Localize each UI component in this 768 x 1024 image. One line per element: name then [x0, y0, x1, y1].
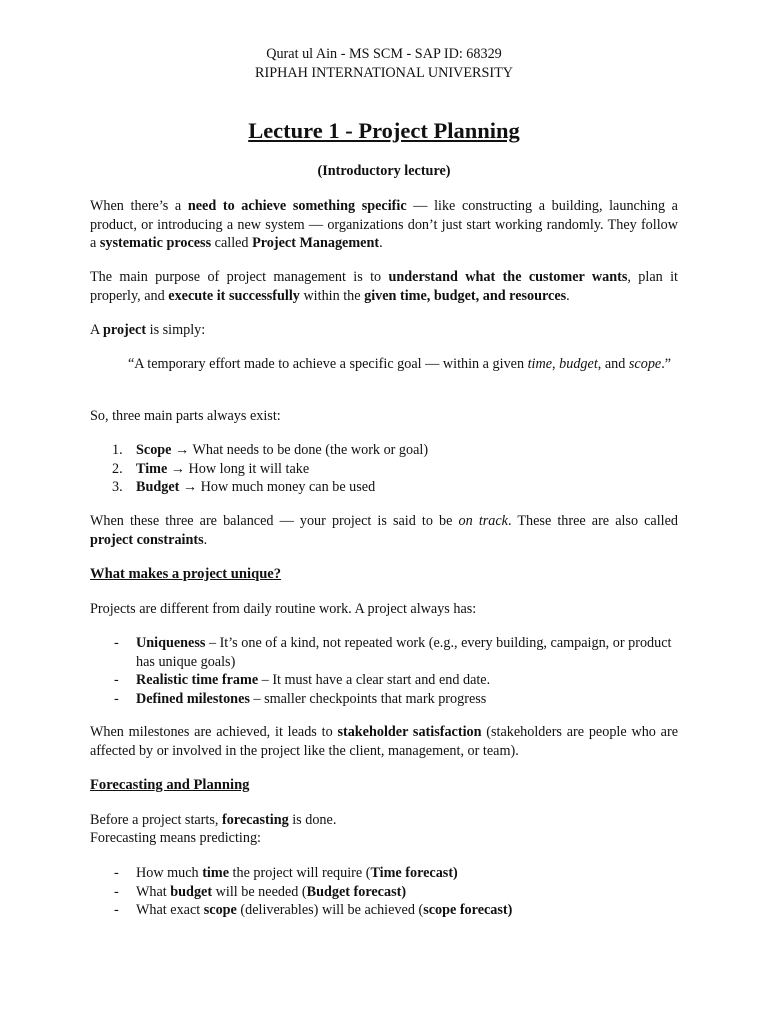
three-parts-lead: So, three main parts always exist:	[90, 408, 281, 424]
list-dash: -	[114, 690, 119, 707]
list-number: 3.	[112, 479, 123, 495]
bold-run: forecasting	[221, 812, 289, 828]
list-number: 2.	[112, 460, 123, 477]
unique-intro: Projects are different from daily routine work. A project always has:	[90, 601, 477, 617]
text-run: . These three are also called	[507, 513, 679, 529]
bold-run: given time, budget, and resources	[364, 287, 567, 304]
list-item	[90, 901, 676, 920]
bold-run: project constraints	[90, 531, 204, 548]
section-heading-forecasting: Forecasting and Planning	[90, 777, 250, 793]
text-run: When milestones are achieved, it leads to	[90, 724, 338, 740]
list-item	[90, 690, 676, 709]
list-item	[90, 634, 676, 671]
text-run: When these three are balanced — your project is said to be	[90, 513, 459, 529]
list-item	[90, 671, 676, 690]
text-run: will be needed (	[212, 883, 307, 900]
bold-run: Time forecast)	[370, 865, 458, 881]
text-run: The main purpose of project management is to	[90, 269, 389, 285]
forecasting-line-2: Forecasting means predicting:	[90, 830, 261, 846]
bold-run: scope forecast)	[423, 902, 513, 918]
intro-paragraph	[90, 197, 678, 253]
bold-run: budget	[170, 883, 213, 900]
text-run: Before a project starts,	[90, 812, 222, 828]
text-run: A	[90, 322, 104, 338]
project-definition-quote	[128, 355, 678, 374]
bold-run: understand what the customer wants	[388, 269, 628, 285]
text-run: How much money can be used	[197, 479, 376, 495]
list-item	[90, 441, 678, 460]
bold-run: Realistic time frame	[136, 672, 259, 688]
text-run: ,	[552, 356, 560, 372]
text-run: (deliverables) will be achieved (	[236, 902, 424, 918]
balanced-paragraph	[90, 512, 678, 549]
list-item	[90, 883, 676, 902]
text-run: – It’s one of a kind, not repeated work (e.g., every building, campaign, or product has unique goals)	[136, 635, 672, 670]
bold-run: Time →	[136, 460, 185, 477]
list-dash: -	[114, 672, 119, 688]
text-run: — like constructing a building, launching a product, or introducing a new system — organizations don’t just start working randomly. They follow a	[90, 198, 678, 251]
text-run: called	[211, 235, 253, 251]
constraints-list	[90, 441, 678, 497]
bold-run: time	[202, 865, 229, 881]
bold-run: Uniqueness	[136, 635, 206, 651]
text-run: is simply:	[146, 322, 206, 338]
bold-run: Project Management	[252, 235, 380, 251]
text-run: within the	[299, 287, 365, 304]
forecast-list	[90, 864, 678, 920]
italic-run: time	[527, 356, 553, 372]
section-heading-unique: What makes a project unique?	[90, 566, 282, 582]
text-run: What exact	[136, 902, 204, 918]
university-line: RIPHAH INTERNATIONAL UNIVERSITY	[255, 65, 513, 81]
text-run: , and	[597, 356, 629, 372]
text-run: How long it will take	[185, 460, 310, 477]
list-dash: -	[114, 883, 119, 900]
lecture-title: Lecture 1 - Project Planning	[248, 118, 520, 143]
text-run: the project will require (	[229, 865, 371, 881]
bold-run: scope	[203, 902, 237, 918]
text-run: – It must have a clear start and end date.	[258, 672, 491, 688]
bold-run: Defined milestones	[136, 690, 250, 707]
text-run: What needs to be done (the work or goal)	[189, 442, 429, 458]
lecture-subtitle: (Introductory lecture)	[317, 163, 451, 179]
list-item	[90, 478, 678, 497]
bold-run: execute it successfully	[168, 287, 300, 304]
project-definition-lead	[90, 321, 678, 340]
text-run: How much	[136, 865, 203, 881]
text-run: “A temporary effort made to achieve a specific goal — within a given	[128, 356, 528, 372]
list-number: 1.	[112, 442, 123, 458]
italic-run: scope	[628, 356, 662, 372]
bold-run: Budget →	[136, 479, 198, 495]
bold-run: Scope →	[136, 442, 190, 458]
bold-run: stakeholder satisfaction	[337, 724, 482, 740]
list-item	[90, 460, 678, 479]
bold-run: systematic process	[99, 235, 212, 251]
list-dash: -	[114, 865, 119, 881]
milestones-paragraph	[90, 723, 678, 760]
text-run: What	[136, 883, 171, 900]
bold-run: Budget forecast)	[306, 883, 407, 900]
unique-list	[90, 634, 678, 708]
text-run: When there’s a	[90, 198, 188, 214]
text-run: .	[379, 235, 383, 251]
text-run: .”	[661, 356, 672, 372]
bold-run: project	[103, 322, 147, 338]
author-line: Qurat ul Ain - MS SCM - SAP ID: 68329	[266, 46, 502, 62]
bold-run: need to achieve something specific	[187, 198, 407, 214]
list-dash: -	[114, 635, 119, 651]
forecasting-line-1	[90, 811, 678, 830]
text-run: (stakeholders are people who are affected by or involved in the project like the client, management, or team).	[90, 724, 678, 759]
text-run: – smaller checkpoints that mark progress	[249, 690, 487, 707]
list-dash: -	[114, 902, 119, 918]
text-run: .	[203, 531, 208, 548]
text-run: .	[566, 287, 570, 304]
italic-run: budget	[559, 356, 598, 372]
italic-run: on track	[458, 513, 508, 529]
list-item	[90, 864, 676, 883]
purpose-paragraph	[90, 268, 678, 305]
text-run: , plan it properly, and	[90, 269, 678, 304]
text-run: is done.	[288, 812, 337, 828]
